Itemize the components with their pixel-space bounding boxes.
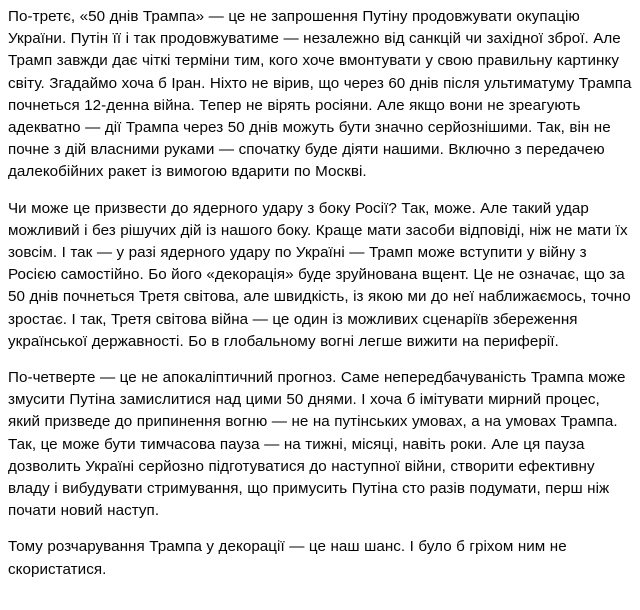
- top-edge: [0, 0, 640, 2]
- post-paragraph-3: По-четверте — це не апокаліптичний прогноз. Саме непередбачуваність Трампа може змусити Путіна замислитися над цими 50 днями. І хоча б імітувати мирний процес, який призведе до припинення вогню — не на путінських умовах, а на умовах Трампа. Так, це може бути тимчасова пауза — на тижні, місяці, навіть роки. Але ця пауза дозволить Україні серйозно підготуватися до наступної війни, створити ефективну владу і вибудувати стримування, що примусить Путіна сто разів подумати, перш ніж почати новий наступ.: [8, 369, 626, 520]
- post-paragraph-1: По-третє, «50 днів Трампа» — це не запрошення Путіну продовжувати окупацію України. Путін її і так продовжуватиме — незалежно від санкцій чи західної зброї. Але Трамп завжди дає чіткі терміни тим, кого хоче вмонтувати у свою правильну картинку світу. Згадаймо хоча б Іран. Ніхто не вірив, що через 60 днів після ультиматуму Трампа почнеться 12-денна війна. Тепер не вірять росіяни. Але якщо вони не зреагують адекватно — дії Трампа через 50 днів можуть бути значно серйознішими. Так, він не почне з дій власними руками — спочатку буде діяти нашими. Включно з передачею далекобійних ракет із вимогою вдарити по Москві.: [8, 8, 632, 181]
- post-paragraph-2: Чи може це призвести до ядерного удару з боку Росії? Так, може. Але такий удар можливий і без рішучих дій із нашого боку. Краще мати засоби відповіді, ніж не мати їх зовсім. І так — у разі ядерного удару по Україні — Трамп може вступити у війну з Росією самостійно. Бо його «декорація» буде зруйнована вщент. Це не означає, що за 50 днів почнеться Третя світова, але швидкість, із якою ми до неї наближаємось, точно зростає. І так, Третя світова війна — це один із можливих сценаріїв збереження української державності. Бо в глобальному вогні легше вижити на периферії.: [8, 199, 631, 350]
- post-paragraph-4: Тому розчарування Трампа у декорації — це наш шанс. І було б гріхом ним не скористатися.: [8, 538, 567, 578]
